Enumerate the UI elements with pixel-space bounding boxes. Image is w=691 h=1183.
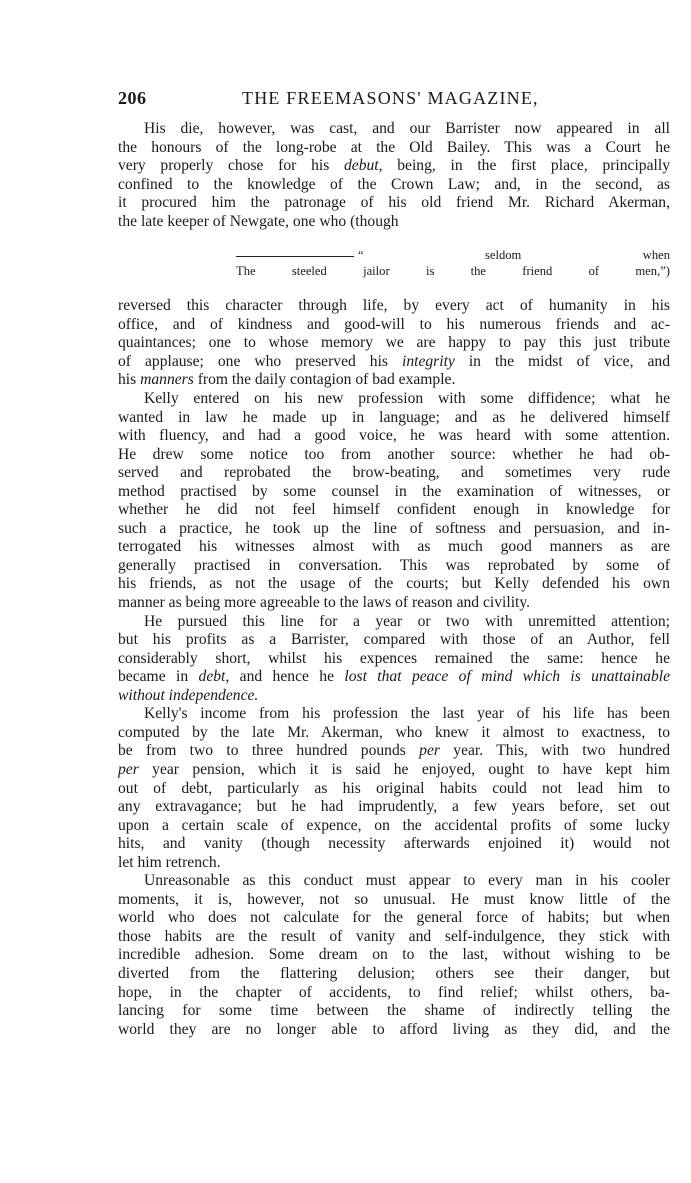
text-line: any extravagance; but he had imprudently, a few years before, set out bbox=[118, 798, 670, 816]
text-line: reversed this character through life, by every act of humanity in his bbox=[118, 297, 670, 315]
text-line: lancing for some time between the shame of indirectly telling the bbox=[118, 1002, 670, 1020]
quote-dash-rule bbox=[236, 256, 354, 257]
text-line: his friends, as not the usage of the courts; but Kelly defended his own bbox=[118, 575, 670, 593]
text-run: became in bbox=[118, 668, 199, 686]
text-line: considerably short, whilst his expences remained the same: hence he bbox=[118, 649, 670, 667]
text-line: incredible adhesion. Some dream on to the last, without wishing to be bbox=[118, 946, 670, 964]
text-run: be from two to three hundred pounds bbox=[118, 742, 420, 760]
text-run: in the midst of vice, and bbox=[454, 352, 670, 370]
text-line: but his profits as a Barrister, compared with those of an Author, fell bbox=[118, 631, 670, 649]
text-run: year. This, with two hundred bbox=[439, 742, 671, 760]
paragraph-6 bbox=[118, 872, 670, 1039]
text-line: world they are no longer able to afford living as they did, and the bbox=[118, 1020, 670, 1038]
text-run: very properly chose for his bbox=[118, 157, 344, 175]
italic-word: debut bbox=[343, 157, 379, 175]
text-line bbox=[118, 668, 670, 687]
text-line: Unreasonable as this conduct must appear to every man in his cooler bbox=[144, 872, 670, 890]
text-line: generally practised in conversation. This was reprobated by some of bbox=[118, 556, 670, 574]
text-line: let him retrench. bbox=[118, 853, 221, 871]
italic-phrase: lost that peace of mind which is unattainable bbox=[344, 668, 670, 686]
verse-quotation bbox=[118, 247, 670, 279]
paragraph-2 bbox=[118, 297, 670, 390]
text-line: world who does not calculate for the general force of habits; but when bbox=[118, 909, 670, 927]
article-body bbox=[118, 120, 670, 1039]
text-line bbox=[118, 157, 670, 176]
text-line: hope, in the chapter of accidents, to find relief; whilst others, ba- bbox=[118, 983, 670, 1001]
text-run: his bbox=[118, 371, 141, 389]
text-line: it procured him the patronage of his old friend Mr. Richard Akerman, bbox=[118, 194, 670, 212]
italic-word: per bbox=[118, 760, 139, 778]
text-line: computed by the late Mr. Akerman, who knew it almost to exactness, to bbox=[118, 723, 670, 741]
text-line: diverted from the flattering delusion; others see their danger, but bbox=[118, 964, 670, 982]
text-line: confined to the knowledge of the Crown Law; and, in the second, as bbox=[118, 175, 670, 193]
text-line: out of debt, particularly as his original habits could not lead him to bbox=[118, 779, 670, 797]
text-line: quaintances; one to whose memory we are happy to pay this just tribute bbox=[118, 334, 670, 352]
paragraph-4 bbox=[118, 613, 670, 706]
paragraph-1 bbox=[118, 120, 670, 231]
text-line bbox=[118, 371, 670, 390]
text-line: with fluency, and had a good voice, he was heard with some attention. bbox=[118, 427, 670, 445]
text-line: the honours of the long-robe at the Old Bailey. This was a Court he bbox=[118, 138, 670, 156]
italic-word: debt bbox=[198, 668, 226, 686]
text-line: those habits are the result of vanity and self-indulgence, they stick with bbox=[118, 927, 670, 945]
text-line: He drew some notice too from another source: whether he had ob- bbox=[118, 445, 670, 463]
quote-line-2: The steeled jailor is the friend of men,”) bbox=[236, 264, 670, 279]
text-line bbox=[118, 353, 670, 372]
text-run: , being, in the first place, principally bbox=[378, 157, 670, 175]
italic-word: manners bbox=[140, 371, 194, 389]
quote-line-1 bbox=[236, 247, 670, 263]
text-line: hits, and vanity (though necessity afterwards enjoined it) would not bbox=[118, 835, 670, 853]
text-line: method practised by some counsel in the examination of witnesses, or bbox=[118, 482, 670, 500]
italic-word: integrity bbox=[402, 352, 455, 370]
text-line: served and reprobated the brow-beating, and sometimes very rude bbox=[118, 464, 670, 482]
text-line bbox=[118, 761, 670, 780]
running-head bbox=[118, 88, 670, 120]
text-line: terrogated his witnesses almost with as much good manners as are bbox=[118, 538, 670, 556]
italic-word: per bbox=[419, 742, 440, 760]
text-line bbox=[118, 687, 670, 706]
text-line: Kelly entered on his new profession with some diffidence; what he bbox=[144, 390, 670, 408]
text-line: manner as being more agreeable to the laws of reason and civility. bbox=[118, 594, 531, 612]
text-line: such a practice, he took up the line of softness and persuasion, and in- bbox=[118, 519, 670, 537]
text-run: from the daily contagion of bad example. bbox=[193, 371, 456, 389]
paragraph-3 bbox=[118, 390, 670, 613]
text-line: upon a certain scale of expence, on the accidental profits of some lucky bbox=[118, 816, 670, 834]
text-line: whether he did not feel himself confident enough in knowledge for bbox=[118, 501, 670, 519]
quote-text: “ seldom when bbox=[358, 248, 670, 263]
paragraph-5 bbox=[118, 705, 670, 872]
page-number: 206 bbox=[118, 88, 147, 108]
text-run: , and hence he bbox=[225, 668, 345, 686]
text-line: Kelly's income from his profession the last year of his life has been bbox=[144, 705, 670, 723]
text-line: wanted in law he made up in language; and as he delivered himself bbox=[118, 408, 670, 426]
page bbox=[118, 88, 670, 1039]
text-line bbox=[118, 742, 670, 761]
text-line: His die, however, was cast, and our Barrister now appeared in all bbox=[144, 120, 670, 137]
text-line: He pursued this line for a year or two with unremitted attention; bbox=[144, 612, 670, 630]
text-line: office, and of kindness and good-will to his numerous friends and ac- bbox=[118, 315, 670, 333]
italic-phrase: without independence. bbox=[118, 686, 259, 704]
text-line: the late keeper of Newgate, one who (though bbox=[118, 212, 399, 230]
journal-title: THE FREEMASONS' MAGAZINE, bbox=[242, 88, 539, 108]
text-run: year pension, which it is said he enjoyed, ought to have kept him bbox=[138, 760, 670, 778]
text-run: of applause; one who preserved his bbox=[118, 352, 402, 370]
text-line: moments, it is, however, not so unusual. He must know little of the bbox=[118, 890, 670, 908]
